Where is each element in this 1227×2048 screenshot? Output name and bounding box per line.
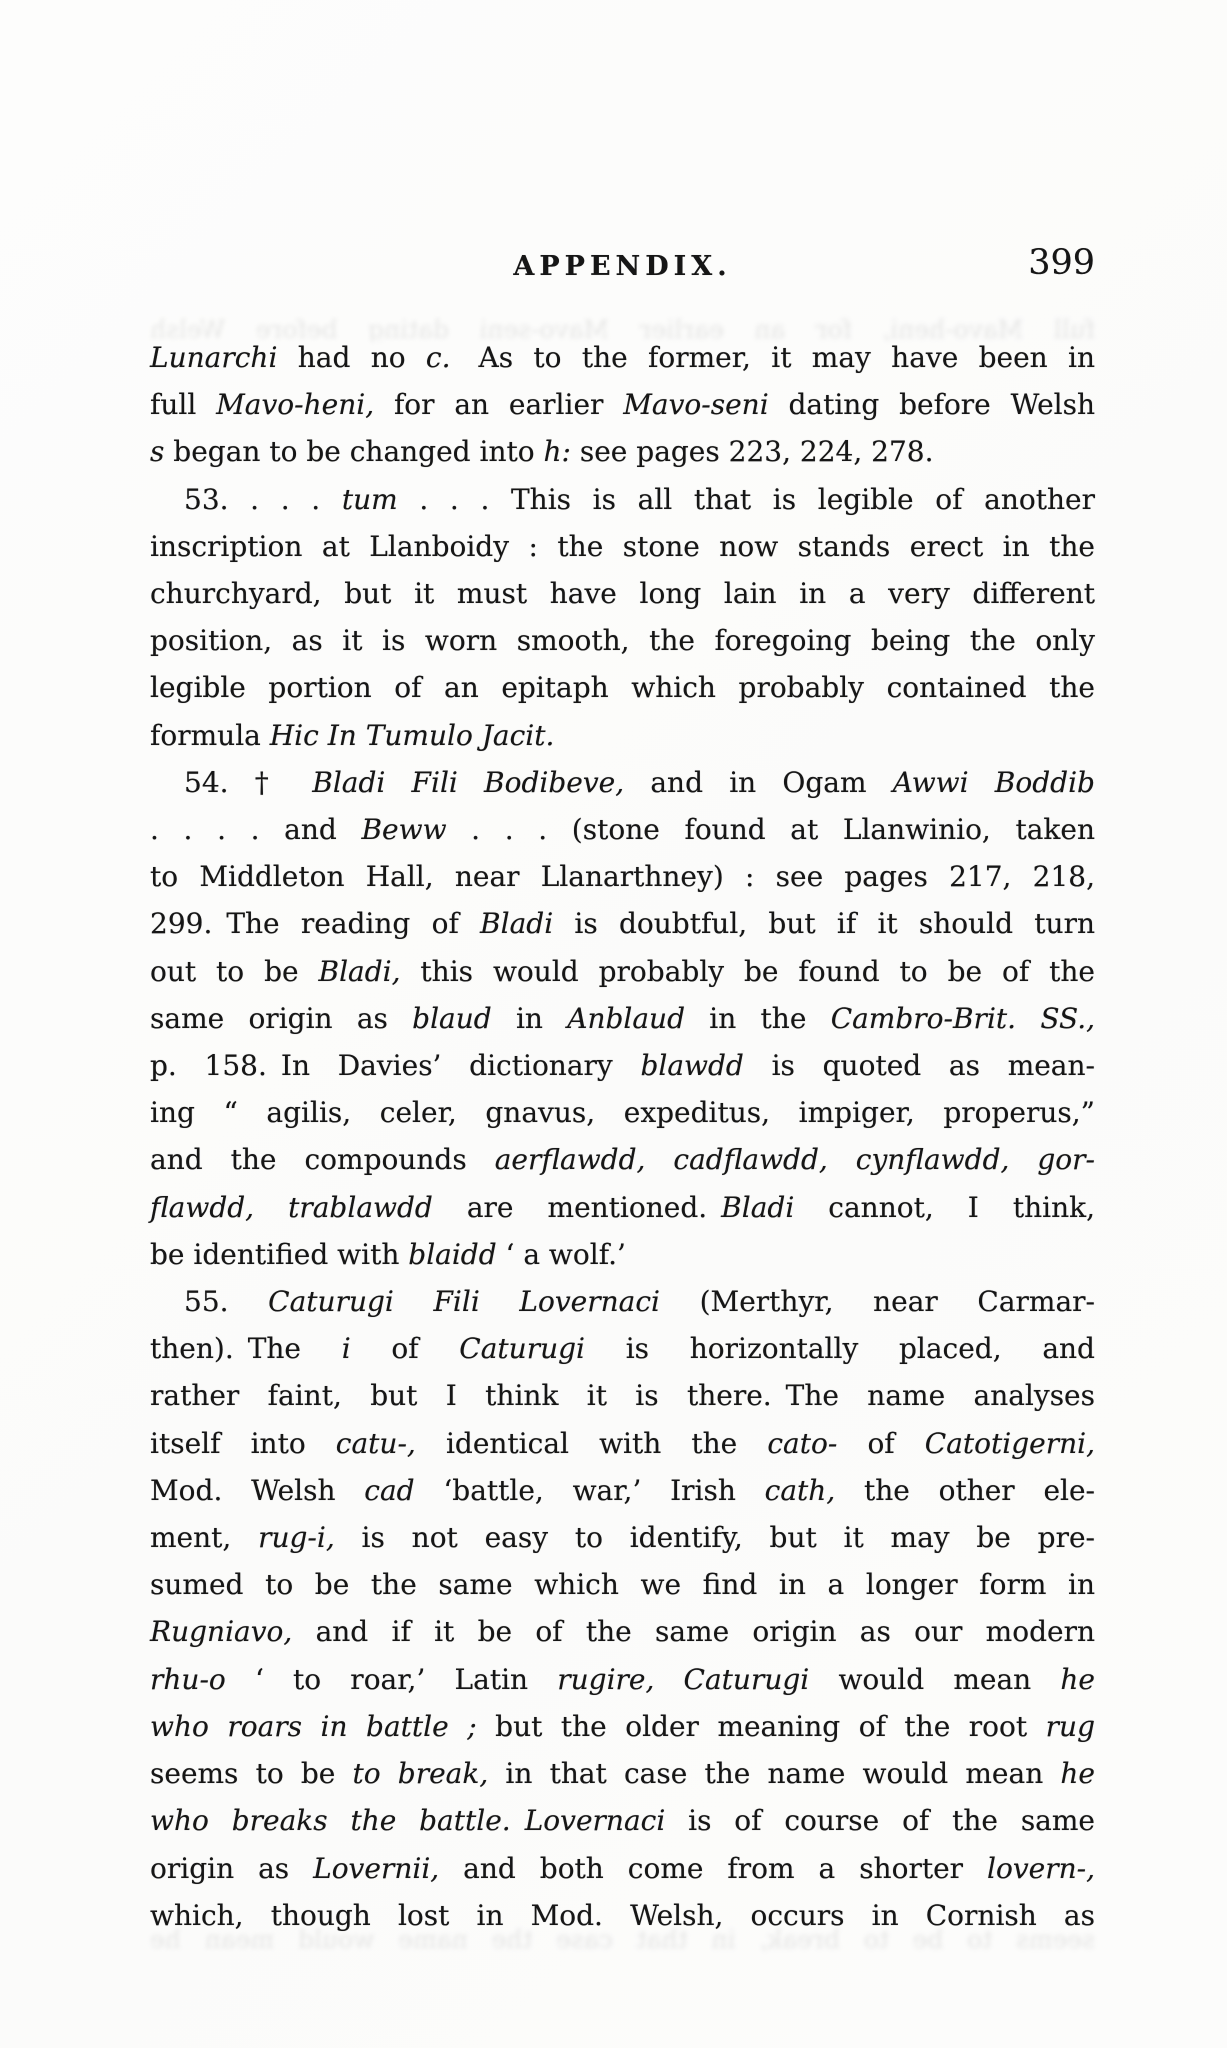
text-run: sumed to be the same which we find in a longer form in <box>150 1568 1095 1602</box>
text-run: ‘ to roar,’ Latin <box>225 1662 558 1696</box>
text-run: and the compounds <box>150 1143 495 1177</box>
italic-text-run: rhu-o <box>150 1662 226 1696</box>
text-run: itself into <box>150 1426 336 1460</box>
text-line <box>150 334 1095 381</box>
text-run: 299. The reading of <box>150 907 481 941</box>
text-run: be identified with <box>150 1237 409 1271</box>
text-run: is not easy to identify, but it may be pre- <box>334 1521 1095 1555</box>
text-line <box>150 1278 1095 1325</box>
italic-text-run: s <box>150 435 165 469</box>
italic-text-run: aerflawdd, cadflawdd, cynflawdd, gor- <box>494 1143 1095 1177</box>
italic-text-run: Cambro-Brit. SS., <box>830 1001 1095 1035</box>
text-run: formula <box>150 718 270 752</box>
text-run: ‘battle, war,’ Irish <box>414 1473 765 1507</box>
italic-text-run: Lovernii, <box>313 1851 440 1885</box>
italic-text-run: Bladi Fili Bodibeve, <box>312 765 625 799</box>
italic-text-run: who breaks the battle. <box>150 1804 511 1838</box>
text-run: in <box>491 1001 568 1035</box>
text-line <box>150 1467 1095 1514</box>
italic-text-run: Anblaud <box>567 1001 686 1035</box>
text-run: As to the former, it may have been in <box>450 341 1095 374</box>
italic-text-run: rugire, Caturugi <box>557 1662 810 1696</box>
italic-text-run: Bladi <box>480 907 554 941</box>
text-run: . . . (stone found at Llanwinio, taken <box>446 813 1095 847</box>
text-run: out to be <box>150 954 319 988</box>
text-line <box>150 995 1095 1042</box>
text-run: . . . This is all that is legible of another <box>397 482 1095 516</box>
text-line <box>150 570 1095 617</box>
text-run: identical with the <box>415 1426 768 1460</box>
text-run: is doubtful, but if it should turn <box>553 907 1095 941</box>
text-run: inscription at Llanboidy : the stone now stands erect in the <box>150 529 1095 563</box>
text-run: p. 158. In Davies’ dictionary <box>150 1049 641 1083</box>
text-run: rather faint, but I think it is there. The name analyses <box>150 1379 1095 1413</box>
italic-text-run: cato- <box>767 1426 838 1460</box>
text-line <box>150 1750 1095 1797</box>
italic-text-run: Lunarchi <box>150 341 278 374</box>
italic-text-run: lovern-, <box>987 1851 1095 1885</box>
text-line <box>150 900 1095 947</box>
italic-text-run: Caturugi Fili Lovernaci <box>268 1285 660 1319</box>
italic-text-run: rug <box>1045 1709 1096 1743</box>
text-line <box>150 1089 1095 1136</box>
italic-text-run: he <box>1060 1662 1095 1696</box>
text-run: ‘ a wolf.’ <box>496 1237 626 1271</box>
text-run: position, as it is worn smooth, the foregoing being the only <box>150 624 1095 658</box>
text-run: origin as <box>150 1851 314 1885</box>
text-line <box>150 1845 1095 1892</box>
text-line <box>150 1420 1095 1467</box>
text-run: would mean <box>809 1662 1061 1696</box>
italic-text-run: Catotigerni, <box>924 1426 1095 1460</box>
text-line <box>150 1561 1095 1608</box>
page-number: 399 <box>1028 243 1095 283</box>
text-run: then). The <box>150 1332 342 1366</box>
text-run: full <box>150 388 217 422</box>
text-run: dating before Welsh <box>768 388 1095 422</box>
italic-text-run: cad <box>364 1473 415 1507</box>
italic-text-run: Caturugi <box>459 1332 585 1366</box>
text-run: ment, <box>150 1521 259 1555</box>
text-run: of <box>837 1426 925 1460</box>
bleedthrough-artifact: full Mavo-heni, for an earlier Mavo-seni dating before Welsh <box>150 317 1095 342</box>
text-run: churchyard, but it must have long lain in a very different <box>150 577 1095 611</box>
text-run: and if it be of the same origin as our modern <box>292 1615 1095 1649</box>
text-line <box>150 759 1095 806</box>
text-run: is quoted as mean- <box>743 1049 1095 1083</box>
text-run: . . . . and <box>150 813 362 847</box>
text-line <box>150 523 1095 570</box>
italic-text-run: Beww <box>361 813 447 847</box>
italic-text-run: c. <box>425 341 451 374</box>
page-header <box>150 243 1095 288</box>
text-line <box>150 1372 1095 1419</box>
text-line <box>150 1042 1095 1089</box>
text-run: which, though lost in Mod. Welsh, occurs in Cornish as <box>150 1898 1095 1932</box>
text-line <box>150 476 1095 523</box>
text-run: for an earlier <box>374 388 624 422</box>
text-line <box>150 617 1095 664</box>
text-run: 54. † <box>184 765 313 799</box>
text-run: same origin as <box>150 1001 413 1035</box>
italic-text-run: i <box>341 1332 351 1366</box>
text-run: this would probably be found to be of the <box>400 954 1095 988</box>
text-run: of <box>350 1332 460 1366</box>
text-run: (Merthyr, near Carmar- <box>659 1285 1095 1319</box>
text-line <box>150 1608 1095 1655</box>
text-line <box>150 664 1095 711</box>
text-line <box>150 1703 1095 1750</box>
text-line <box>150 1797 1095 1844</box>
italic-text-run: to break, <box>352 1757 489 1791</box>
italic-text-run: flawdd, trablawdd <box>150 1190 433 1224</box>
bleedthrough-artifact: seems to be to break, in that case the name would mean he <box>150 1927 1095 1952</box>
text-run: seems to be <box>150 1757 353 1791</box>
italic-text-run: tum <box>341 482 398 516</box>
text-line <box>150 1514 1095 1561</box>
italic-text-run: he <box>1060 1757 1095 1791</box>
text-line <box>150 428 1095 475</box>
italic-text-run: blaidd <box>408 1237 497 1271</box>
italic-text-run: Lovernaci <box>524 1804 666 1838</box>
italic-text-run: catu-, <box>335 1426 416 1460</box>
text-run: to Middleton Hall, near Llanarthney) : see pages 217, 218, <box>150 860 1095 894</box>
text-run: ing “ agilis, celer, gnavus, expeditus, impiger, properus,” <box>150 1096 1095 1130</box>
text-line <box>150 381 1095 428</box>
text-line <box>150 1231 1095 1278</box>
italic-text-run: Rugniavo, <box>150 1615 293 1649</box>
text-line <box>150 853 1095 900</box>
text-line <box>150 712 1095 759</box>
text-run: in that case the name would mean <box>488 1757 1061 1791</box>
text-run: Mod. Welsh <box>150 1473 365 1507</box>
text-run: began to be changed into <box>164 435 544 469</box>
text-run: and in Ogam <box>624 765 893 799</box>
text-run: see pages 223, 224, 278. <box>570 435 934 469</box>
italic-text-run: rug-i, <box>258 1521 335 1555</box>
text-run: in the <box>685 1001 831 1035</box>
text-run: had no <box>277 341 426 374</box>
text-run: 55. <box>184 1285 269 1319</box>
italic-text-run: blawdd <box>640 1049 744 1083</box>
text-run: 53. . . . <box>184 482 342 516</box>
text-line <box>150 806 1095 853</box>
text-run: are mentioned. <box>432 1190 722 1224</box>
text-run: cannot, I think, <box>794 1190 1095 1224</box>
italic-text-run: h: <box>543 435 571 469</box>
italic-text-run: Bladi <box>721 1190 795 1224</box>
text-run: is horizontally placed, and <box>585 1332 1095 1366</box>
italic-text-run: Awwi Boddib <box>892 765 1095 799</box>
text-line <box>150 1892 1095 1939</box>
text-run: but the older meaning of the root <box>476 1709 1046 1743</box>
text-run: the other ele- <box>835 1473 1095 1507</box>
text-line <box>150 1136 1095 1183</box>
italic-text-run: who roars in battle ; <box>150 1709 477 1743</box>
text-run: and both come from a shorter <box>439 1851 988 1885</box>
text-run <box>511 1804 525 1837</box>
text-line <box>150 1325 1095 1372</box>
text-line <box>150 948 1095 995</box>
italic-text-run: Hic In Tumulo Jacit. <box>269 718 555 752</box>
body-text <box>150 334 1095 1939</box>
running-title: APPENDIX. <box>513 251 732 282</box>
text-run: legible portion of an epitaph which probably contained the <box>150 671 1095 705</box>
text-line <box>150 1184 1095 1231</box>
italic-text-run: Mavo-seni <box>623 388 769 422</box>
italic-text-run: blaud <box>412 1001 492 1035</box>
text-line <box>150 1656 1095 1703</box>
italic-text-run: Bladi, <box>318 954 401 988</box>
text-run: is of course of the same <box>665 1804 1095 1838</box>
italic-text-run: cath, <box>764 1473 836 1507</box>
italic-text-run: Mavo-heni, <box>216 388 375 422</box>
